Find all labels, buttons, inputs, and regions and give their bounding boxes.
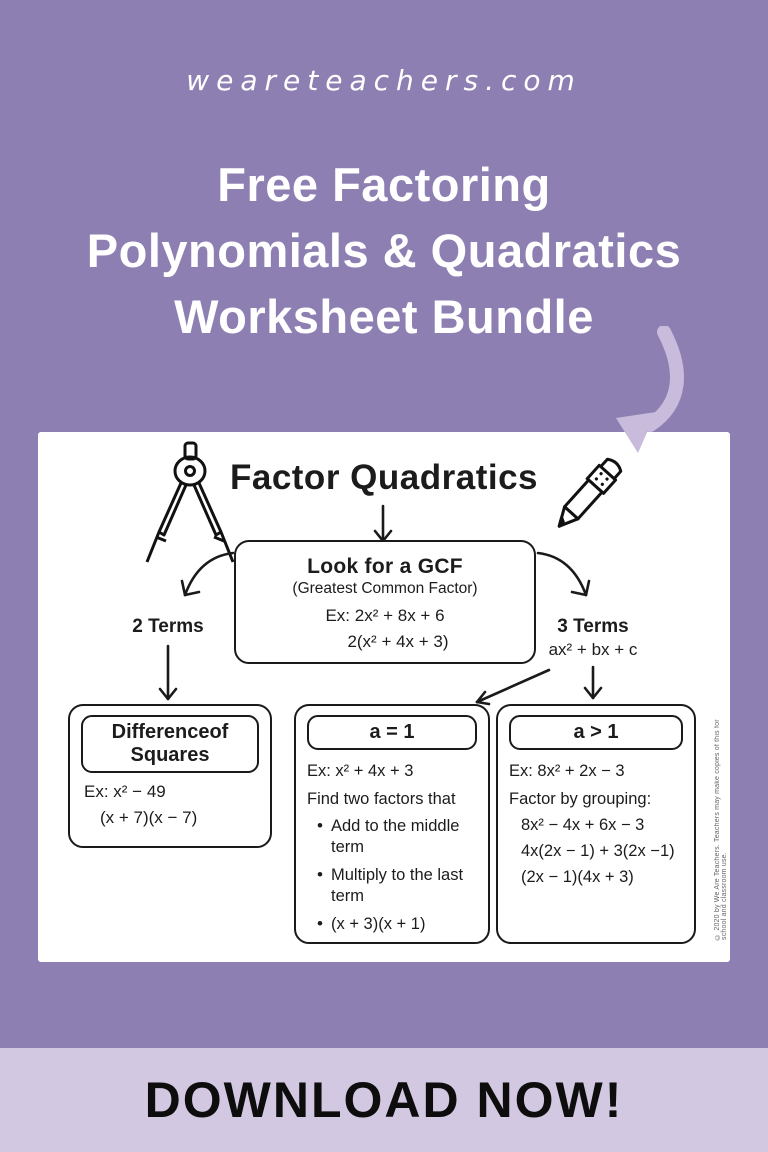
gcf-example-2: 2(x² + 4x + 3) xyxy=(347,631,449,651)
a-greater-1-title: a > 1 xyxy=(509,715,683,750)
branch-3-terms-label: 3 Terms xyxy=(557,616,629,637)
worksheet-title: Factor Quadratics xyxy=(229,458,539,497)
dos-example-2: (x + 7)(x − 7) xyxy=(100,807,198,827)
a2-example: Ex: 8x² + 2x − 3 xyxy=(509,762,625,780)
arrow-down-icon xyxy=(155,644,181,702)
headline xyxy=(0,152,768,350)
download-banner[interactable] xyxy=(0,1048,768,1152)
a1-bullet: • Add to the middle term xyxy=(331,816,480,858)
copyright-text: © 2020 by We Are Teachers. Teachers may make copies of this for school and classroom use. xyxy=(714,719,728,940)
headline-line-3: Worksheet Bundle xyxy=(174,290,594,343)
gcf-title: Look for a GCF xyxy=(307,555,463,578)
dos-example-1: Ex: x² − 49 xyxy=(84,782,166,801)
a-equals-1-box xyxy=(294,704,490,944)
arrow-curved-right-icon xyxy=(532,545,598,607)
headline-line-2: Polynomials & Quadratics xyxy=(86,224,682,277)
a1-bullet: • (x + 3)(x + 1) xyxy=(331,914,480,935)
curved-arrow-icon xyxy=(600,326,695,466)
a2-step: 8x² − 4x + 6x − 3 xyxy=(521,816,645,834)
branch-2-terms-label: 2 Terms xyxy=(132,616,204,637)
headline-line-1: Free Factoring xyxy=(217,158,551,211)
arrow-down-icon xyxy=(370,504,396,544)
arrow-diagonal-icon xyxy=(461,665,555,707)
a1-example: Ex: x² + 4x + 3 xyxy=(307,762,414,780)
download-label: DOWNLOAD NOW! xyxy=(144,1072,624,1128)
difference-of-squares-box xyxy=(68,704,272,848)
a-greater-1-box xyxy=(496,704,696,944)
a-equals-1-title: a = 1 xyxy=(307,715,477,750)
site-url: weareteachers.com xyxy=(186,64,582,97)
gcf-box xyxy=(234,540,536,664)
a2-lead: Factor by grouping: xyxy=(509,790,652,808)
worksheet-preview xyxy=(38,432,730,962)
gcf-example-1: Ex: 2x² + 8x + 6 xyxy=(325,606,445,625)
arrow-curved-left-icon xyxy=(173,545,239,607)
branch-3-terms-formula: ax² + bx + c xyxy=(548,640,638,659)
a2-step: (2x − 1)(4x + 3) xyxy=(521,868,634,886)
a2-step: 4x(2x − 1) + 3(2x −1) xyxy=(521,842,675,860)
difference-of-squares-title: Differenceof Squares xyxy=(81,715,259,773)
a1-bullet: • Multiply to the last term xyxy=(331,865,480,907)
a1-lead: Find two factors that xyxy=(307,790,456,808)
arrow-down-icon xyxy=(580,665,606,701)
gcf-subtitle: (Greatest Common Factor) xyxy=(292,580,478,597)
a1-bullet-list xyxy=(307,816,480,936)
a2-steps xyxy=(509,816,686,887)
